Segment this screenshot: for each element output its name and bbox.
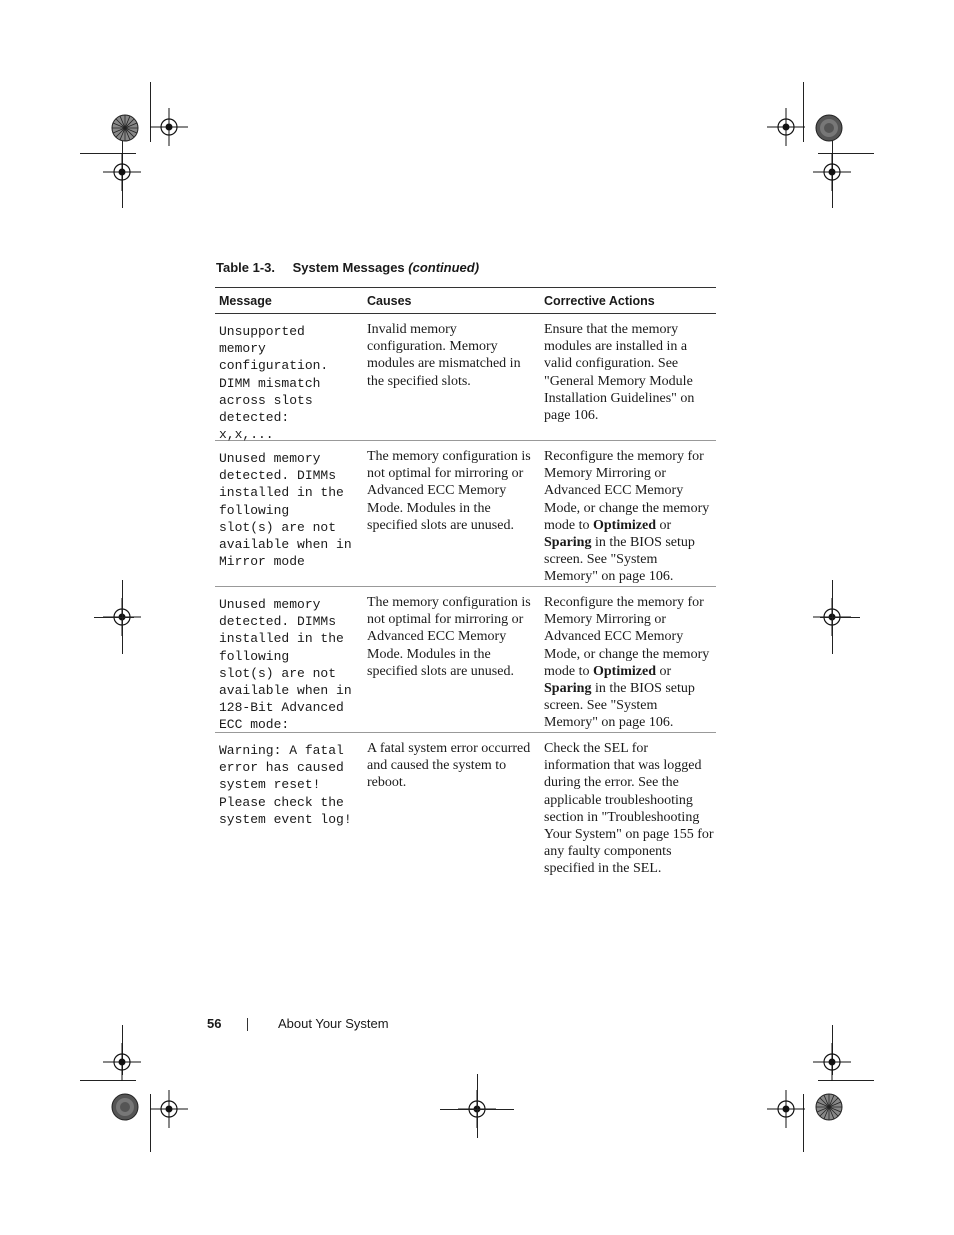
table-caption-title: System Messages xyxy=(292,260,405,275)
table-caption-continued: (continued) xyxy=(408,260,480,275)
cause-cell: Invalid memory configuration. Memory modules are mismatched in the specified slots. xyxy=(367,322,521,389)
message-cell: Unused memory detected. DIMMs installed in the following slot(s) are not available when in Mirror mode xyxy=(219,451,352,570)
message-cell: Unused memory detected. DIMMs installed in the following slot(s) are not available when in 128-Bit Advanced ECC mode: xyxy=(219,597,352,733)
table-header-row xyxy=(215,287,716,314)
action-cell: Check the SEL for information that was logged during the error. See the applicable troubleshooting section in "Troubleshooting Your System" on page 155 for any faulty components specified in the SEL. xyxy=(544,741,714,877)
action-option-sparing: Sparing xyxy=(544,535,592,551)
action-text: or xyxy=(656,663,672,679)
action-text: Reconfigure the memory for Memory Mirroring or Advanced ECC Memory Mode, or change the memory mode to xyxy=(544,449,710,533)
registration-target-icon xyxy=(150,108,188,146)
action-text: Reconfigure the memory for Memory Mirroring or Advanced ECC Memory Mode, or change the memory mode to xyxy=(544,595,710,679)
message-cell: Warning: A fatal error has caused system reset! Please check the system event log! xyxy=(219,743,352,827)
registration-target-icon xyxy=(150,1090,188,1128)
cause-cell: The memory configuration is not optimal for mirroring or Advanced ECC Memory Mode. Modules in the specified slots are unused. xyxy=(367,595,531,679)
registration-target-icon xyxy=(813,1043,851,1081)
message-cell: Unsupported memory configuration. DIMM mismatch across slots detected: x,x,... xyxy=(219,324,329,443)
registration-target-icon xyxy=(103,153,141,191)
registration-target-icon xyxy=(813,153,851,191)
cause-cell: The memory configuration is not optimal for mirroring or Advanced ECC Memory Mode. Modules in the specified slots are unused. xyxy=(367,449,531,533)
column-header-message: Message xyxy=(219,293,272,308)
action-cell xyxy=(540,589,716,731)
starburst-mark-icon xyxy=(815,114,843,142)
action-option-optimized: Optimized xyxy=(593,663,656,679)
starburst-mark-icon xyxy=(111,1093,139,1121)
table-caption xyxy=(216,260,479,275)
action-cell: Ensure that the memory modules are installed in a valid configuration. See "General Memory Module Installation Guidelines" on page 106. xyxy=(544,322,695,424)
action-option-optimized: Optimized xyxy=(593,517,656,533)
action-text: or xyxy=(656,517,672,533)
action-cell xyxy=(540,443,716,585)
table-row xyxy=(215,314,716,441)
action-text: in the BIOS setup screen. See "System Memory" on page 106. xyxy=(544,535,695,585)
column-header-corrective-actions: Corrective Actions xyxy=(544,293,655,308)
registration-target-icon xyxy=(767,1090,805,1128)
starburst-mark-icon xyxy=(111,114,139,142)
system-messages-table xyxy=(215,287,716,881)
action-option-sparing: Sparing xyxy=(544,681,592,697)
starburst-mark-icon xyxy=(815,1093,843,1121)
registration-target-icon xyxy=(103,1043,141,1081)
footer-divider xyxy=(247,1018,248,1031)
page-number: 56 xyxy=(207,1016,222,1031)
cause-cell: A fatal system error occurred and caused the system to reboot. xyxy=(367,741,531,791)
column-header-causes: Causes xyxy=(367,293,412,308)
footer-section-title: About Your System xyxy=(278,1016,389,1031)
table-row xyxy=(215,587,716,733)
table-caption-number: Table 1-3. xyxy=(216,260,276,275)
table-row xyxy=(215,441,716,587)
registration-target-icon xyxy=(767,108,805,146)
action-text: in the BIOS setup screen. See "System Memory" on page 106. xyxy=(544,681,695,731)
table-row xyxy=(215,733,716,881)
